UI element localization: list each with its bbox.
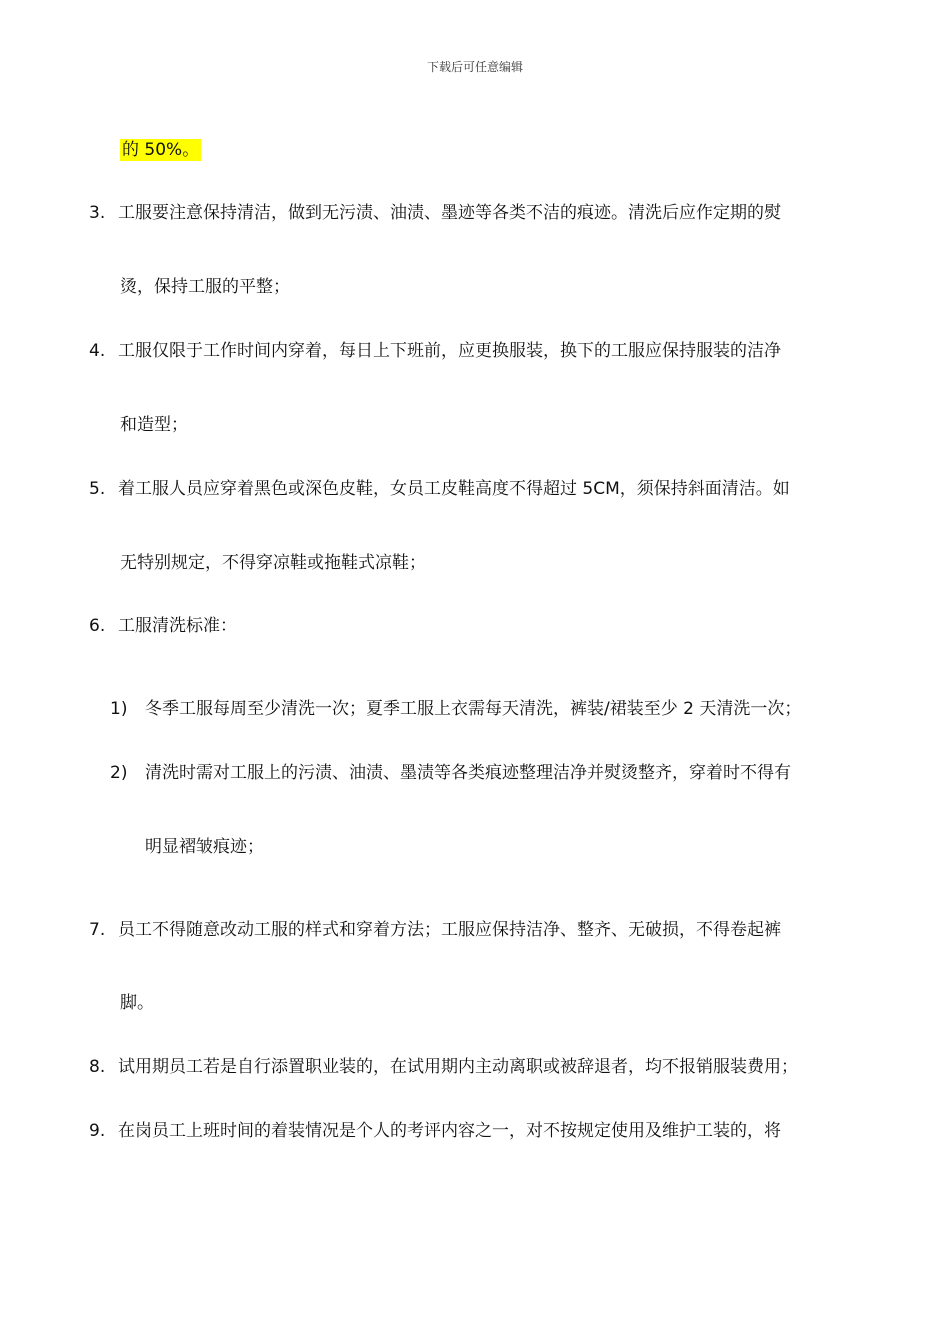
item-number: 4.: [89, 341, 106, 361]
page-header: 下载后可任意编辑: [426, 60, 523, 74]
item-text: 在岗员工上班时间的着装情况是个人的考评内容之一，对不按规定使用及维护工装的，将: [118, 1121, 781, 1141]
item-number: 8.: [89, 1057, 106, 1077]
item-text: 工服清洗标准：: [118, 616, 237, 636]
item-text: 工服仅限于工作时间内穿着，每日上下班前，应更换服装，换下的工服应保持服装的洁净: [118, 341, 781, 361]
subitem-text: 冬季工服每周至少清洗一次；夏季工服上衣需每天清洗，裤装/裙装至少 2 天清洗一次；: [145, 699, 802, 719]
item-text-continued: 无特别规定，不得穿凉鞋或拖鞋式凉鞋；: [120, 553, 426, 573]
item-text: 工服要注意保持清洁，做到无污渍、油渍、墨迹等各类不洁的痕迹。清洗后应作定期的熨: [118, 203, 781, 223]
item-text: 员工不得随意改动工服的样式和穿着方法；工服应保持洁净、整齐、无破损，不得卷起裤: [118, 920, 781, 940]
subitem-text: 清洗时需对工服上的污渍、油渍、墨渍等各类痕迹整理洁净并熨烫整齐，穿着时不得有: [145, 763, 791, 783]
highlighted-text: 的 50%。: [122, 140, 200, 160]
item-number: 6.: [89, 616, 106, 636]
item-number: 5.: [89, 479, 106, 499]
item-text-continued: 和造型；: [120, 415, 188, 435]
item-number: 3.: [89, 203, 106, 223]
subitem-number: 1): [110, 699, 128, 719]
item-number: 7.: [89, 920, 106, 940]
item-number: 9.: [89, 1121, 106, 1141]
subitem-text-continued: 明显褶皱痕迹；: [145, 837, 264, 857]
subitem-number: 2): [110, 763, 128, 783]
item-text: 试用期员工若是自行添置职业装的，在试用期内主动离职或被辞退者，均不报销服装费用；: [118, 1057, 798, 1077]
intro-line: [120, 138, 201, 162]
item-text: 着工服人员应穿着黑色或深色皮鞋，女员工皮鞋高度不得超过 5CM，须保持斜面清洁。如: [118, 479, 790, 499]
item-text-continued: 烫，保持工服的平整；: [120, 277, 290, 297]
item-text-continued: 脚。: [120, 993, 154, 1013]
